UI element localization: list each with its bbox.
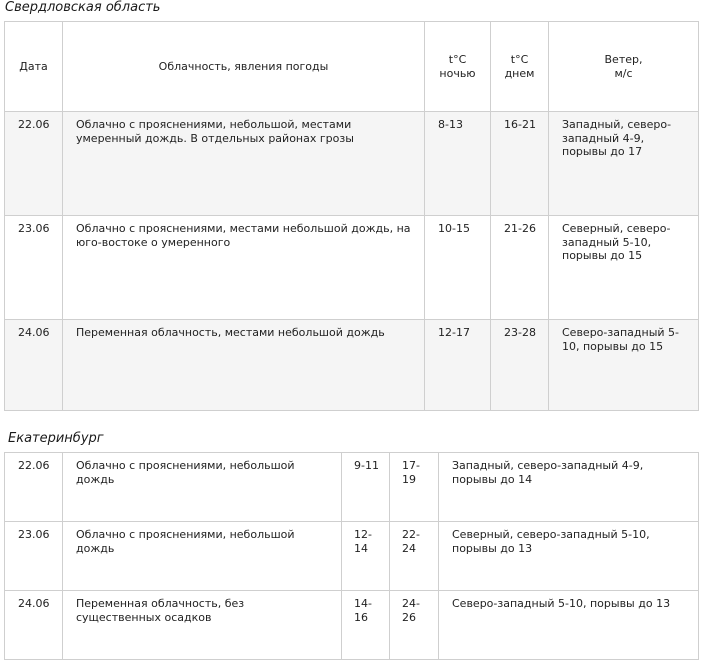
row-clouds: Облачно с прояснениями, небольшой, местами умеренный дождь. В отдельных районах грозы <box>76 118 354 145</box>
table-row <box>5 522 699 591</box>
row-clouds: Переменная облачность, местами небольшой дождь <box>76 326 385 339</box>
row-day-temp: 17-19 <box>402 459 420 486</box>
row-day-temp: 16-21 <box>504 118 536 131</box>
table-row <box>5 112 699 216</box>
table-row <box>5 453 699 522</box>
table-header-row <box>5 22 699 112</box>
row-date: 24.06 <box>18 597 50 610</box>
row-clouds: Переменная облачность, без существенных осадков <box>76 597 245 624</box>
row-date: 24.06 <box>18 326 50 339</box>
table-row <box>5 591 699 660</box>
row-date: 22.06 <box>18 459 50 472</box>
header-night-label: ночью <box>439 66 476 80</box>
ekaterinburg-forecast-table <box>4 452 699 660</box>
row-night-temp: 12-14 <box>354 528 372 555</box>
header-date: Дата <box>5 22 63 112</box>
header-clouds: Облачность, явления погоды <box>63 22 425 112</box>
sverdlovsk-title: Свердловская область <box>5 0 161 15</box>
header-night-temp <box>425 22 491 112</box>
row-clouds: Облачно с прояснениями, небольшой дождь <box>76 528 295 555</box>
row-day-temp: 24-26 <box>402 597 420 624</box>
row-wind: Северо-западный 5-10, порывы до 13 <box>452 597 671 610</box>
row-wind: Северный, северо-западный 5-10, порывы до 13 <box>452 528 650 555</box>
header-day-temp <box>491 22 549 112</box>
row-wind: Северный, северо-западный 5-10, порывы до 15 <box>562 222 671 262</box>
row-night-temp: 10-15 <box>438 222 470 235</box>
header-wind-label: Ветер, <box>604 53 643 66</box>
header-wind-unit: м/с <box>614 66 633 80</box>
row-day-temp: 21-26 <box>504 222 536 235</box>
row-night-temp: 9-11 <box>354 459 379 472</box>
row-clouds: Облачно с прояснениями, небольшой дождь <box>76 459 295 486</box>
row-night-temp: 14-16 <box>354 597 372 624</box>
table-row <box>5 320 699 411</box>
header-night-unit: t°C <box>448 53 467 66</box>
row-night-temp: 12-17 <box>438 326 470 339</box>
table-row <box>5 216 699 320</box>
header-day-label: днем <box>504 66 535 80</box>
row-day-temp: 23-28 <box>504 326 536 339</box>
row-clouds: Облачно с прояснениями, местами небольшой дождь, на юго-востоке о умеренного <box>76 222 411 249</box>
header-day-unit: t°C <box>510 53 529 66</box>
row-wind: Западный, северо-западный 4-9, порывы до 14 <box>452 459 644 486</box>
row-date: 22.06 <box>18 118 50 131</box>
sverdlovsk-forecast-table <box>4 21 699 411</box>
row-night-temp: 8-13 <box>438 118 463 131</box>
row-wind: Западный, северо-западный 4-9, порывы до 17 <box>562 118 672 158</box>
row-date: 23.06 <box>18 222 50 235</box>
ekaterinburg-title: Екатеринбург <box>8 431 104 446</box>
header-wind <box>549 22 699 112</box>
row-wind: Северо-западный 5-10, порывы до 15 <box>562 326 679 353</box>
row-date: 23.06 <box>18 528 50 541</box>
row-day-temp: 22-24 <box>402 528 420 555</box>
